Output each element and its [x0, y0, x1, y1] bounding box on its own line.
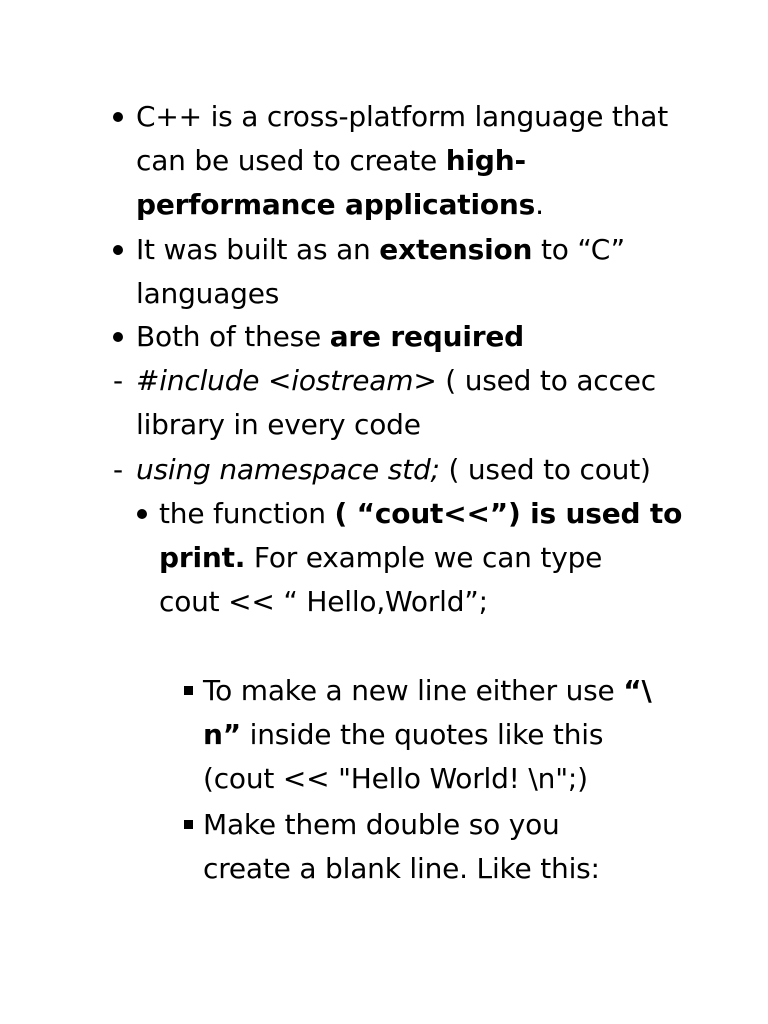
text-line — [203, 757, 651, 801]
bold-text: are required — [329, 320, 524, 353]
text-run: library in every code — [136, 408, 421, 441]
text-line — [203, 803, 600, 847]
bullet-icon — [137, 509, 147, 519]
italic-text: using namespace std; — [136, 453, 440, 486]
text-run: It was built as an — [136, 233, 380, 266]
text-line — [136, 359, 656, 403]
text-run: (cout << "Hello World! \n";) — [203, 762, 588, 795]
text-run: to “C” — [532, 233, 625, 266]
bullet-icon — [113, 332, 123, 342]
text-run: Both of these — [136, 320, 330, 353]
text-run: create a blank line. Like this: — [203, 852, 600, 885]
text-line — [203, 713, 651, 757]
text-line — [136, 448, 651, 492]
text-line — [136, 183, 668, 227]
text-line — [159, 580, 682, 624]
list-item — [203, 803, 600, 891]
text-run: cout << “ Hello,World”; — [159, 585, 488, 618]
dash-marker: - — [113, 364, 124, 397]
text-run: languages — [136, 277, 280, 310]
bullet-icon — [113, 112, 123, 122]
text-line — [159, 536, 682, 580]
italic-text: #include <iostream> — [136, 364, 437, 397]
text-run: For example we can type — [245, 541, 603, 574]
list-item — [159, 492, 682, 624]
text-line — [136, 272, 625, 316]
text-line — [203, 847, 600, 891]
list-item — [136, 228, 625, 316]
text-run: inside the quotes like this — [240, 718, 604, 751]
text-run: can be used to create — [136, 144, 446, 177]
list-item — [136, 95, 668, 227]
bold-text: n” — [203, 718, 241, 751]
list-item — [136, 315, 524, 359]
list-item — [136, 448, 651, 492]
text-run: ( used to cout) — [439, 453, 651, 486]
square-bullet-icon — [184, 686, 193, 695]
text-line — [136, 95, 668, 139]
text-run: . — [535, 188, 544, 221]
text-run: Make them double so you — [203, 808, 560, 841]
bullet-icon — [113, 245, 123, 255]
text-line — [203, 669, 651, 713]
text-run: the function — [159, 497, 335, 530]
bold-text: print. — [159, 541, 246, 574]
bold-text: high- — [445, 144, 526, 177]
bold-text: “\ — [623, 674, 652, 707]
text-line — [136, 315, 524, 359]
text-line — [159, 492, 682, 536]
square-bullet-icon — [184, 820, 193, 829]
text-run: To make a new line either use — [203, 674, 624, 707]
list-item — [136, 359, 656, 447]
text-run: C++ is a cross-platform language that — [136, 100, 668, 133]
text-line — [136, 139, 668, 183]
text-run: ( used to accec — [436, 364, 656, 397]
bold-text: ( “cout<<”) is used to — [334, 497, 683, 530]
text-line — [136, 228, 625, 272]
text-line — [136, 403, 656, 447]
dash-marker: - — [113, 453, 124, 486]
list-item — [203, 669, 651, 801]
bold-text: performance applications — [136, 188, 536, 221]
bold-text: extension — [379, 233, 533, 266]
